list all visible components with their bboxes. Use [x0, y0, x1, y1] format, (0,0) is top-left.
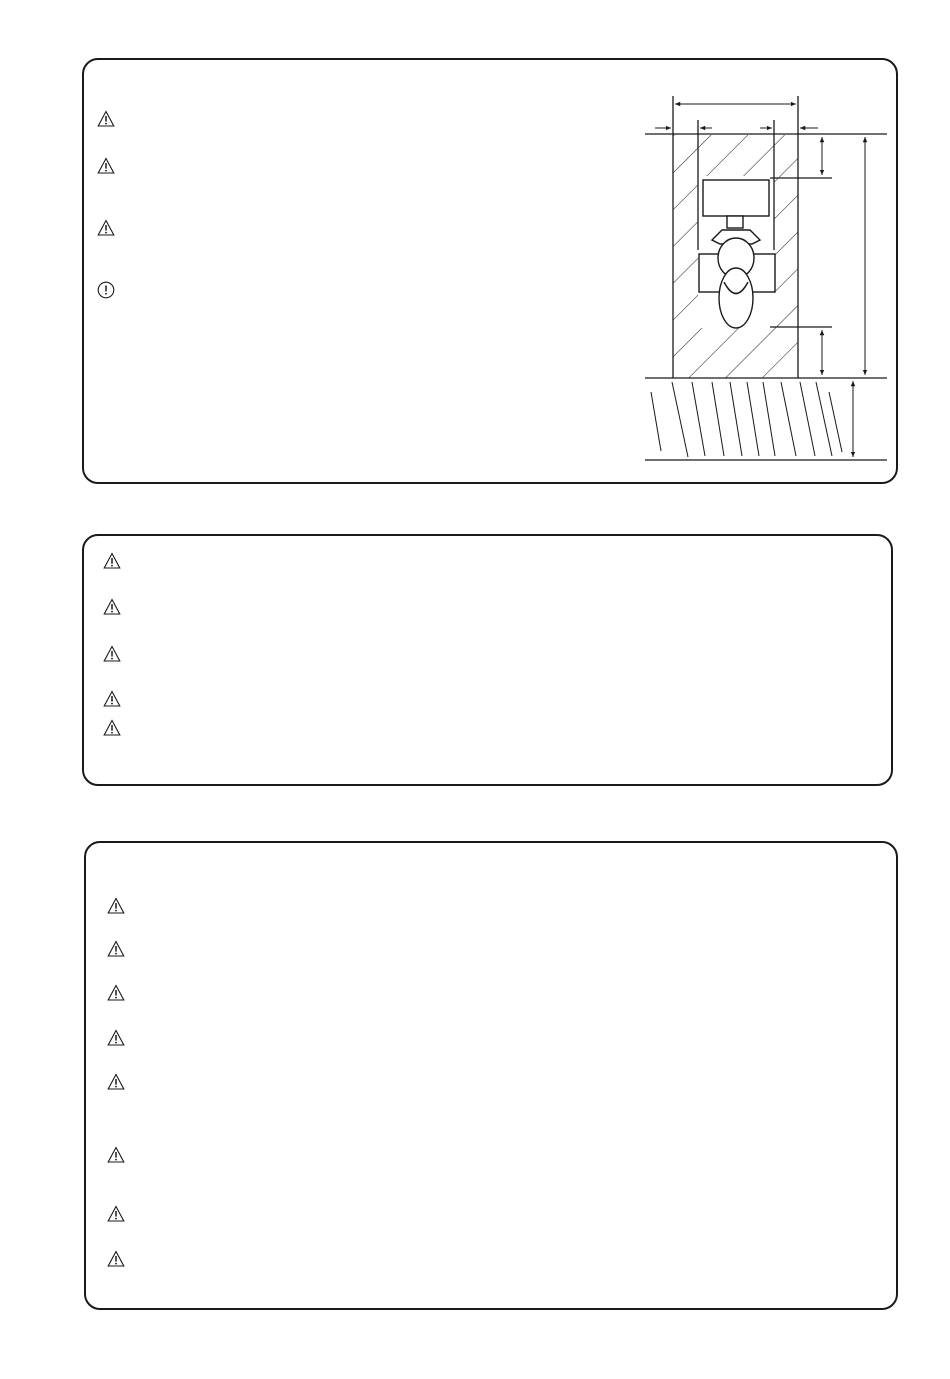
- warning-triangle-icon: [107, 1029, 125, 1047]
- warning-triangle-icon: [107, 1073, 125, 1091]
- warning-triangle-icon: [103, 645, 121, 663]
- warning-triangle-icon: [107, 940, 125, 958]
- warning-triangle-icon: [103, 719, 121, 737]
- warning-triangle-icon: [107, 1250, 125, 1268]
- warning-triangle-icon: [107, 1205, 125, 1223]
- usage-warnings-panel: [82, 534, 893, 786]
- maintenance-warnings-panel: [84, 841, 898, 1310]
- warning-triangle-icon: [107, 897, 125, 915]
- warning-triangle-icon: [103, 690, 121, 708]
- wall-section-hatching: [651, 382, 842, 457]
- warning-triangle-icon: [103, 552, 121, 570]
- warning-triangle-icon: [107, 984, 125, 1002]
- installation-clearance-diagram: [0, 0, 950, 500]
- warning-triangle-icon: [107, 1146, 125, 1164]
- warning-triangle-icon: [103, 598, 121, 616]
